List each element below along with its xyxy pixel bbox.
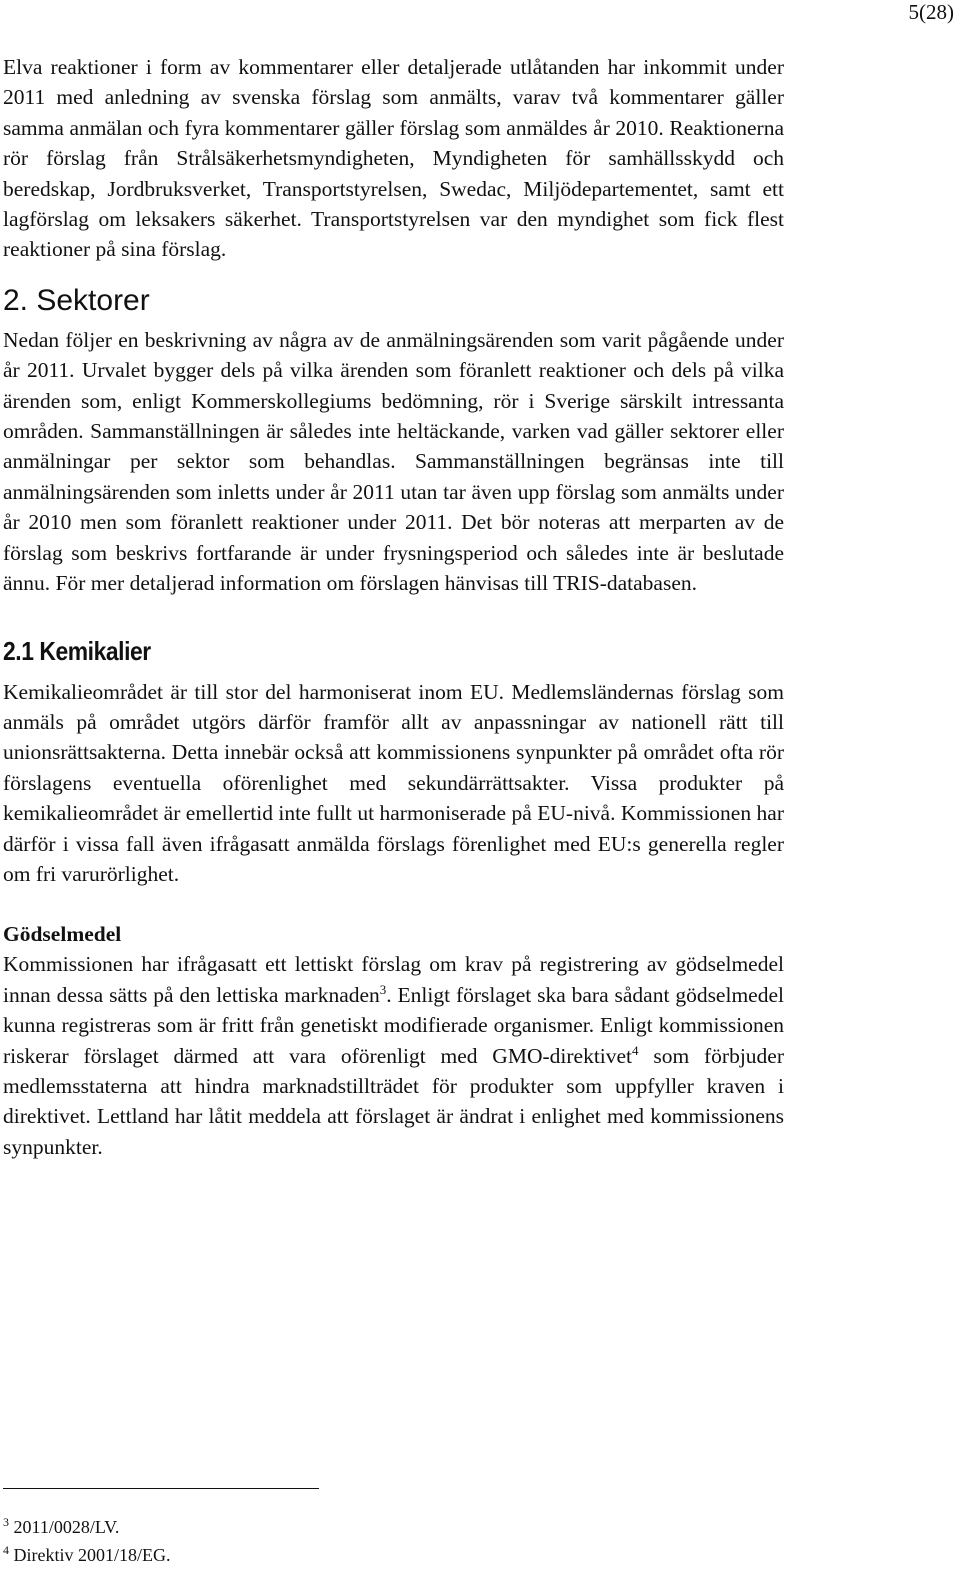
footnote-text: Direktiv 2001/18/EG. bbox=[9, 1545, 171, 1565]
intro-paragraph: Elva reaktioner i form av kommentarer eller detaljerade utlåtanden har inkommit under 2011 med anledning av svenska förslag som anmälts, varav två kommentarer gäller samma anmälan och fyra kommentarer gäller förslag som anmäldes år 2010. Reaktionerna rör förslag från Strålsäkerhetsmyndigheten, Myndigheten för samhällsskydd och beredskap, Jordbruksverket, Transportstyrelsen, Swedac, Miljödepartementet, samt ett lagförslag om leksakers säkerhet. Transportstyrelsen var den myndighet som fick flest reaktioner på sina förslag. bbox=[3, 55, 784, 262]
footnote-separator bbox=[3, 1488, 319, 1489]
footnote-3 bbox=[3, 1513, 703, 1541]
footnote-reference-4[interactable]: 4 bbox=[632, 1042, 639, 1058]
document-body bbox=[3, 52, 784, 1162]
footnote-number: 3 bbox=[3, 1515, 9, 1529]
footnote-text: 2011/0028/LV. bbox=[9, 1517, 120, 1537]
footnote-reference-3[interactable]: 3 bbox=[379, 981, 387, 997]
topic-text-part-2: . Enligt förslaget ska bara sådant gödselmedel kunna registreras som är fritt från genetiskt modifierade organismer. Enligt kommissionen riskerar förslaget därmed att vara oförenligt med GMO-direktivet bbox=[3, 982, 784, 1068]
topic-text-part-3: som förbjuder medlemsstaterna att hindra marknadstillträdet för produkter som uppfyller kraven i direktivet. Lettland har låtit meddela att förslaget är ändrat i enlighet med kommissionens synpunkter. bbox=[3, 1043, 784, 1159]
topic-heading: Gödselmedel bbox=[3, 922, 122, 947]
page-number: 5(28) bbox=[908, 0, 954, 24]
subsection-heading: 2.1 Kemikalier bbox=[3, 635, 151, 666]
topic-paragraph bbox=[3, 949, 784, 1162]
footnote-4 bbox=[3, 1541, 703, 1569]
section-paragraph: Nedan följer en beskrivning av några av de anmälningsärenden som varit pågående under år 2011. Urvalet bygger dels på vilka ärenden som föranlett reaktioner och dels på vilka ärenden som, enligt Kommerskollegiums bedömning, rör i Sverige särskilt intressanta områden. Sammanställningen är således inte heltäckande, varken vad gäller sektorer eller anmälningar per sektor som behandlas. Sammanställningen begränsas inte till anmälningsärenden som inletts under år 2011 utan tar även upp förslag som anmälts under år 2010 men som föranlett reaktioner under 2011. Det bör noteras att merparten av de förslag som beskrivs fortfarande är under frysningsperiod och således inte är beslutade ännu. För mer detaljerad information om förslagen hänvisas till TRIS-databasen. bbox=[3, 327, 784, 596]
subsection-paragraph: Kemikalieområdet är till stor del harmoniserat inom EU. Medlemsländernas förslag som anmäls på området utgörs därför framför allt av anpassningar av nationell rätt till unionsrättsakterna. Detta innebär också att kommissionens synpunkter på området ofta rör förslagens eventuella oförenlighet med sekundärrättsakter. Vissa produkter på kemikalieområdet är emellertid inte fullt ut harmoniserade på EU-nivå. Kommissionen har därför i vissa fall även ifrågasatt anmälda förslags förenlighet med EU:s generella regler om fri varurörlighet. bbox=[3, 679, 784, 886]
section-heading: 2. Sektorer bbox=[3, 283, 150, 317]
footnotes bbox=[3, 1513, 703, 1569]
topic-text-part-1: Kommissionen har ifrågasatt ett lettiskt förslag om krav på registrering av gödselmedel innan dessa sätts på den lettiska marknaden bbox=[3, 952, 784, 1007]
footnote-number: 4 bbox=[3, 1543, 9, 1557]
